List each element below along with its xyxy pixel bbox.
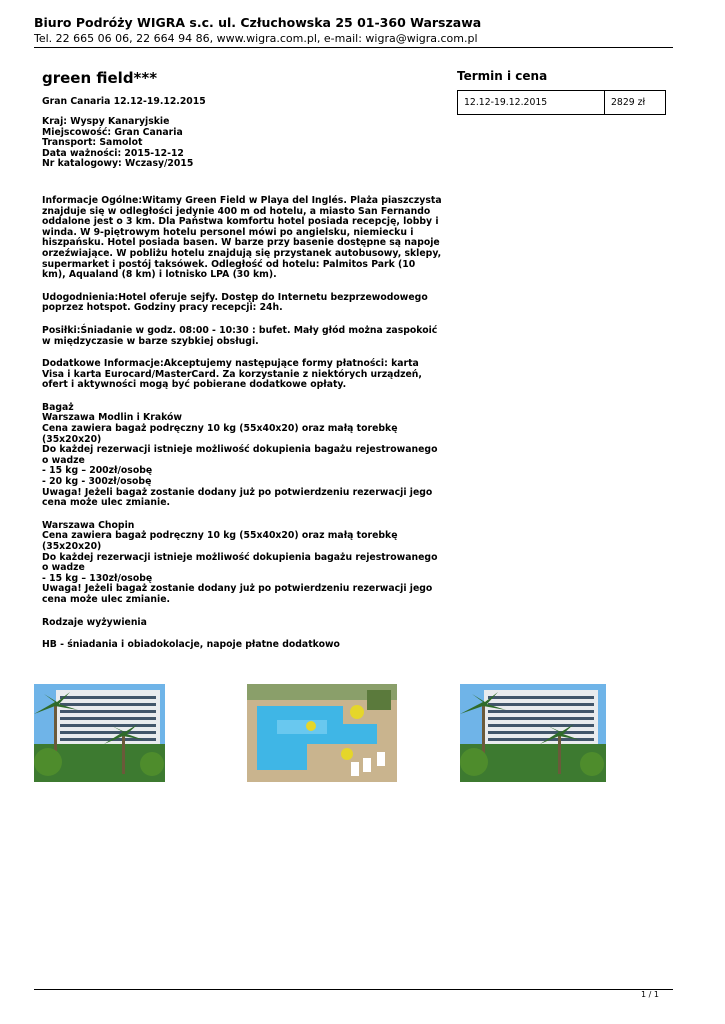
baggage-line: Do każdej rezerwacji istnieje możliwość dokupienia bagażu rejestrowanego o wadze xyxy=(42,551,438,574)
meals-info: Posiłki:Śniadanie w godz. 08:00 - 10:30 : bufet. Mały głód można zaspokoić w międzyczasie w barze szybkiej obsługi. xyxy=(42,324,438,347)
pricing-panel xyxy=(457,69,666,115)
pricing-title: Termin i cena xyxy=(457,69,548,83)
company-contact: Tel. 22 665 06 06, 22 664 94 86, www.wigra.com.pl, e-mail: wigra@wigra.com.pl xyxy=(34,32,478,45)
baggage-line: - 15 kg – 130zł/osobę xyxy=(42,572,153,584)
fact-location: Miejscowość: Gran Canaria xyxy=(42,126,183,138)
pricing-table xyxy=(457,90,666,115)
offer-title: green field*** xyxy=(42,69,158,87)
term-price: 2829 zł xyxy=(605,91,666,115)
company-name: Biuro Podróży WIGRA s.c. ul. Człuchowska 25 01-360 Warszawa xyxy=(34,15,482,30)
page-number: 1 / 1 xyxy=(641,990,659,999)
extra-info: Dodatkowe Informacje:Akceptujemy następujące formy płatności: karta Visa i karta Eurocard/MasterCard. Za korzystanie z niektórych urządzeń, ofert i aktywności mogą być pobierane dodatkowe opłaty. xyxy=(42,358,422,391)
hotel-photo-1 xyxy=(34,684,165,782)
destination-dates: Gran Canaria 12.12-19.12.2015 xyxy=(42,96,206,107)
baggage-line: Cena zawiera bagaż podręczny 10 kg (55x40x20) oraz małą torebkę (35x20x20) xyxy=(42,423,398,445)
fact-catalog-number: Nr katalogowy: Wczasy/2015 xyxy=(42,158,194,170)
fact-valid-until: Data ważności: 2015-12-12 xyxy=(42,147,184,159)
baggage-line: Uwaga! Jeżeli bagaż zostanie dodany już po potwierdzeniu rezerwacji jego cena może ulec zmianie. xyxy=(42,583,433,605)
table-row xyxy=(458,91,666,115)
fact-country: Kraj: Wyspy Kanaryjskie xyxy=(42,116,170,127)
baggage-line: - 20 kg - 300zł/osobę xyxy=(42,476,152,488)
baggage-heading: Bagaż xyxy=(42,401,74,413)
baggage-line: Warszawa Chopin xyxy=(42,519,135,531)
term-date: 12.12-19.12.2015 xyxy=(458,91,605,115)
amenities-info: Udogodnienia:Hotel oferuje sejfy. Dostęp do Internetu bezprzewodowego poprzez hotspot. Godziny pracy recepcji: 24h. xyxy=(42,291,428,314)
baggage-line: Uwaga! Jeżeli bagaż zostanie dodany już po potwierdzeniu rezerwacji jego cena może ulec zmianie. xyxy=(42,486,433,509)
baggage-line: Do każdej rezerwacji istnieje możliwość dokupienia bagażu rejestrowanego o wadze xyxy=(42,444,438,466)
offer-details xyxy=(42,69,442,651)
baggage-line: Cena zawiera bagaż podręczny 10 kg (55x40x20) oraz małą torebkę (35x20x20) xyxy=(42,530,398,552)
offer-facts xyxy=(42,117,442,170)
baggage-modlin-krakow xyxy=(42,403,442,509)
baggage-chopin xyxy=(42,521,442,606)
general-info: Informacje Ogólne:Witamy Green Field w Playa del Inglés. Plaża piaszczysta znajduje się w odległości jedynie 400 m od hotelu, a miasto San Fernando oddalone jest o 3 km. Dla Państwa komfortu hotel posiada recepcję, lobby i winda. W 9-piętrowym hotelu personel mówi po angielsku, niemiecku i hiszpańsku. Hotel posiada basen. W barze przy basenie dostępne są napoje orzeźwiające. W pobliżu hotelu znajdują się przystanek autobusowy, sklepy, supermarket i postój taksówek. Odległość od hotelu: Palmitos Park (10 km), Aqualand (8 km) i lotnisko LPA (30 km). xyxy=(42,194,442,281)
board-type: HB - śniadania i obiadokolacje, napoje płatne dodatkowo xyxy=(42,639,340,651)
baggage-line: Warszawa Modlin i Kraków xyxy=(42,412,183,424)
hotel-photo-3 xyxy=(460,684,606,782)
footer-divider xyxy=(34,989,673,990)
header-divider xyxy=(34,47,673,48)
hotel-photo-2 xyxy=(247,684,397,782)
document-header xyxy=(34,15,674,46)
baggage-line: - 15 kg – 200zł/osobę xyxy=(42,465,153,477)
board-heading: Rodzaje wyżywienia xyxy=(42,616,147,628)
fact-transport: Transport: Samolot xyxy=(42,137,143,149)
